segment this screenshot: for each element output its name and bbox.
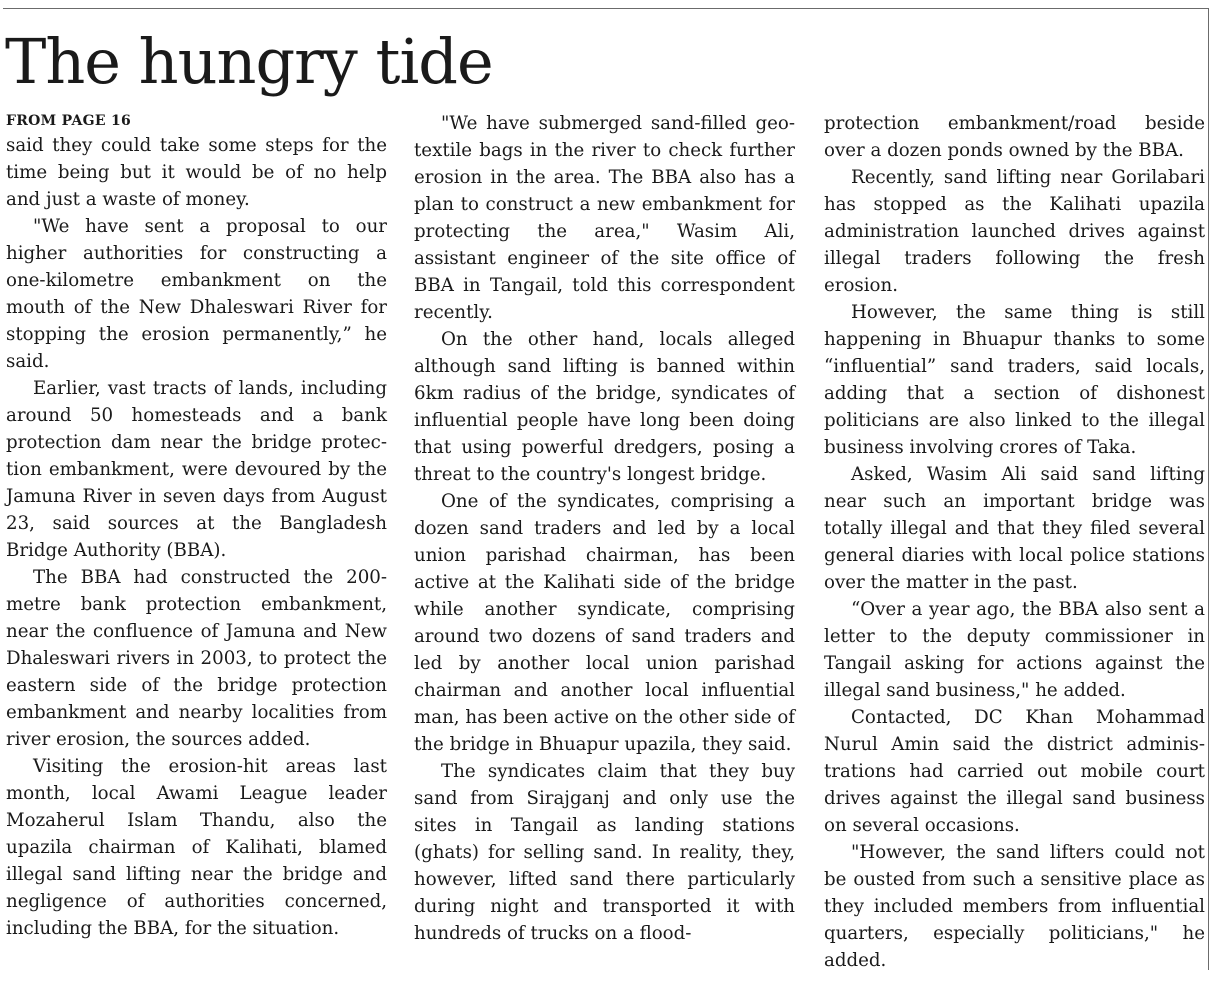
top-rule bbox=[3, 8, 1209, 9]
headline: The hungry tide bbox=[5, 25, 493, 98]
paragraph: Recently, sand lifting near Gorilabari has stopped as the Kalihati upazila administration launched drives against illegal traders following the fresh erosion. bbox=[824, 167, 1205, 296]
article-column-3 bbox=[824, 110, 1205, 974]
paragraph: "We have submerged sand-filled geo-textile bags in the river to check further erosion in the area. The BBA also has a plan to construct a new embankment for protecting the area," Wasim Ali, assistant engineer of the site office of BBA in Tangail, told this correspondent recently. bbox=[414, 113, 795, 323]
right-column-rule bbox=[1208, 8, 1209, 970]
paragraph: On the other hand, locals alleged although sand lifting is banned within 6km radius of the bridge, syndicates of influential people have long been doing that using powerful dredgers, posing a threat to the country's longest bridge. bbox=[414, 329, 795, 485]
jump-label: FROM PAGE 16 bbox=[6, 113, 132, 129]
paragraph: “Over a year ago, the BBA also sent a letter to the deputy commissioner in Tangail asking for actions against the illegal sand business," he added. bbox=[824, 599, 1205, 701]
paragraph: Visiting the erosion-hit areas last month, local Awami League leader Mozaherul Islam Thandu, also the upazila chairman of Kalihati, blamed illegal sand lifting near the bridge and negligence of authorities concerned, including the BBA, for the situation. bbox=[6, 756, 387, 939]
paragraph: said they could take some steps for the time being but it would be of no help and just a waste of money. bbox=[6, 135, 387, 210]
paragraph: One of the syndicates, comprising a dozen sand traders and led by a local union parishad chairman, has been active at the Kalihati side of the bridge while another syndicate, comprising around two dozens of sand traders and led by another local union parishad chairman and another local influential man, has been active on the other side of the bridge in Bhuapur upazila, they said. bbox=[414, 491, 795, 755]
paragraph: The syndicates claim that they buy sand from Sirajganj and only use the sites in Tangail as landing stations (ghats) for selling sand. In reality, they, however, lifted sand there particularly during night and transported it with hundreds of trucks on a flood- bbox=[414, 761, 795, 944]
paragraph: "However, the sand lifters could not be ousted from such a sensitive place as they included members from influential quarters, especially politicians," he added. bbox=[824, 842, 1205, 971]
paragraph: Contacted, DC Khan Mohammad Nurul Amin said the district administrations had carried out mobile court drives against the illegal sand business on several occasions. bbox=[824, 707, 1205, 836]
article-column-2 bbox=[414, 110, 795, 947]
paragraph: However, the same thing is still happening in Bhuapur thanks to some “influential” sand traders, said locals, adding that a section of dishonest politicians are also linked to the illegal business involving crores of Taka. bbox=[824, 302, 1205, 458]
paragraph: The BBA had constructed the 200-metre bank protection embankment, near the confluence of Jamuna and New Dhaleswari rivers in 2003, to protect the eastern side of the bridge protection embankment and nearby localities from river erosion, the sources added. bbox=[6, 567, 387, 750]
article-column-1 bbox=[6, 110, 387, 942]
paragraph: Asked, Wasim Ali said sand lifting near such an important bridge was totally illegal and that they filed several general diaries with local police stations over the matter in the past. bbox=[824, 464, 1205, 593]
paragraph: Earlier, vast tracts of lands, including around 50 homesteads and a bank protection dam near the bridge protection embankment, were devoured by the Jamuna River in seven days from August 23, said sources at the Bangladesh Bridge Authority (BBA). bbox=[6, 378, 387, 561]
paragraph: "We have sent a proposal to our higher authorities for constructing a one-kilometre embankment on the mouth of the New Dhaleswari River for stopping the erosion permanently,” he said. bbox=[6, 216, 387, 372]
paragraph: protection embankment/road beside over a dozen ponds owned by the BBA. bbox=[824, 113, 1205, 161]
